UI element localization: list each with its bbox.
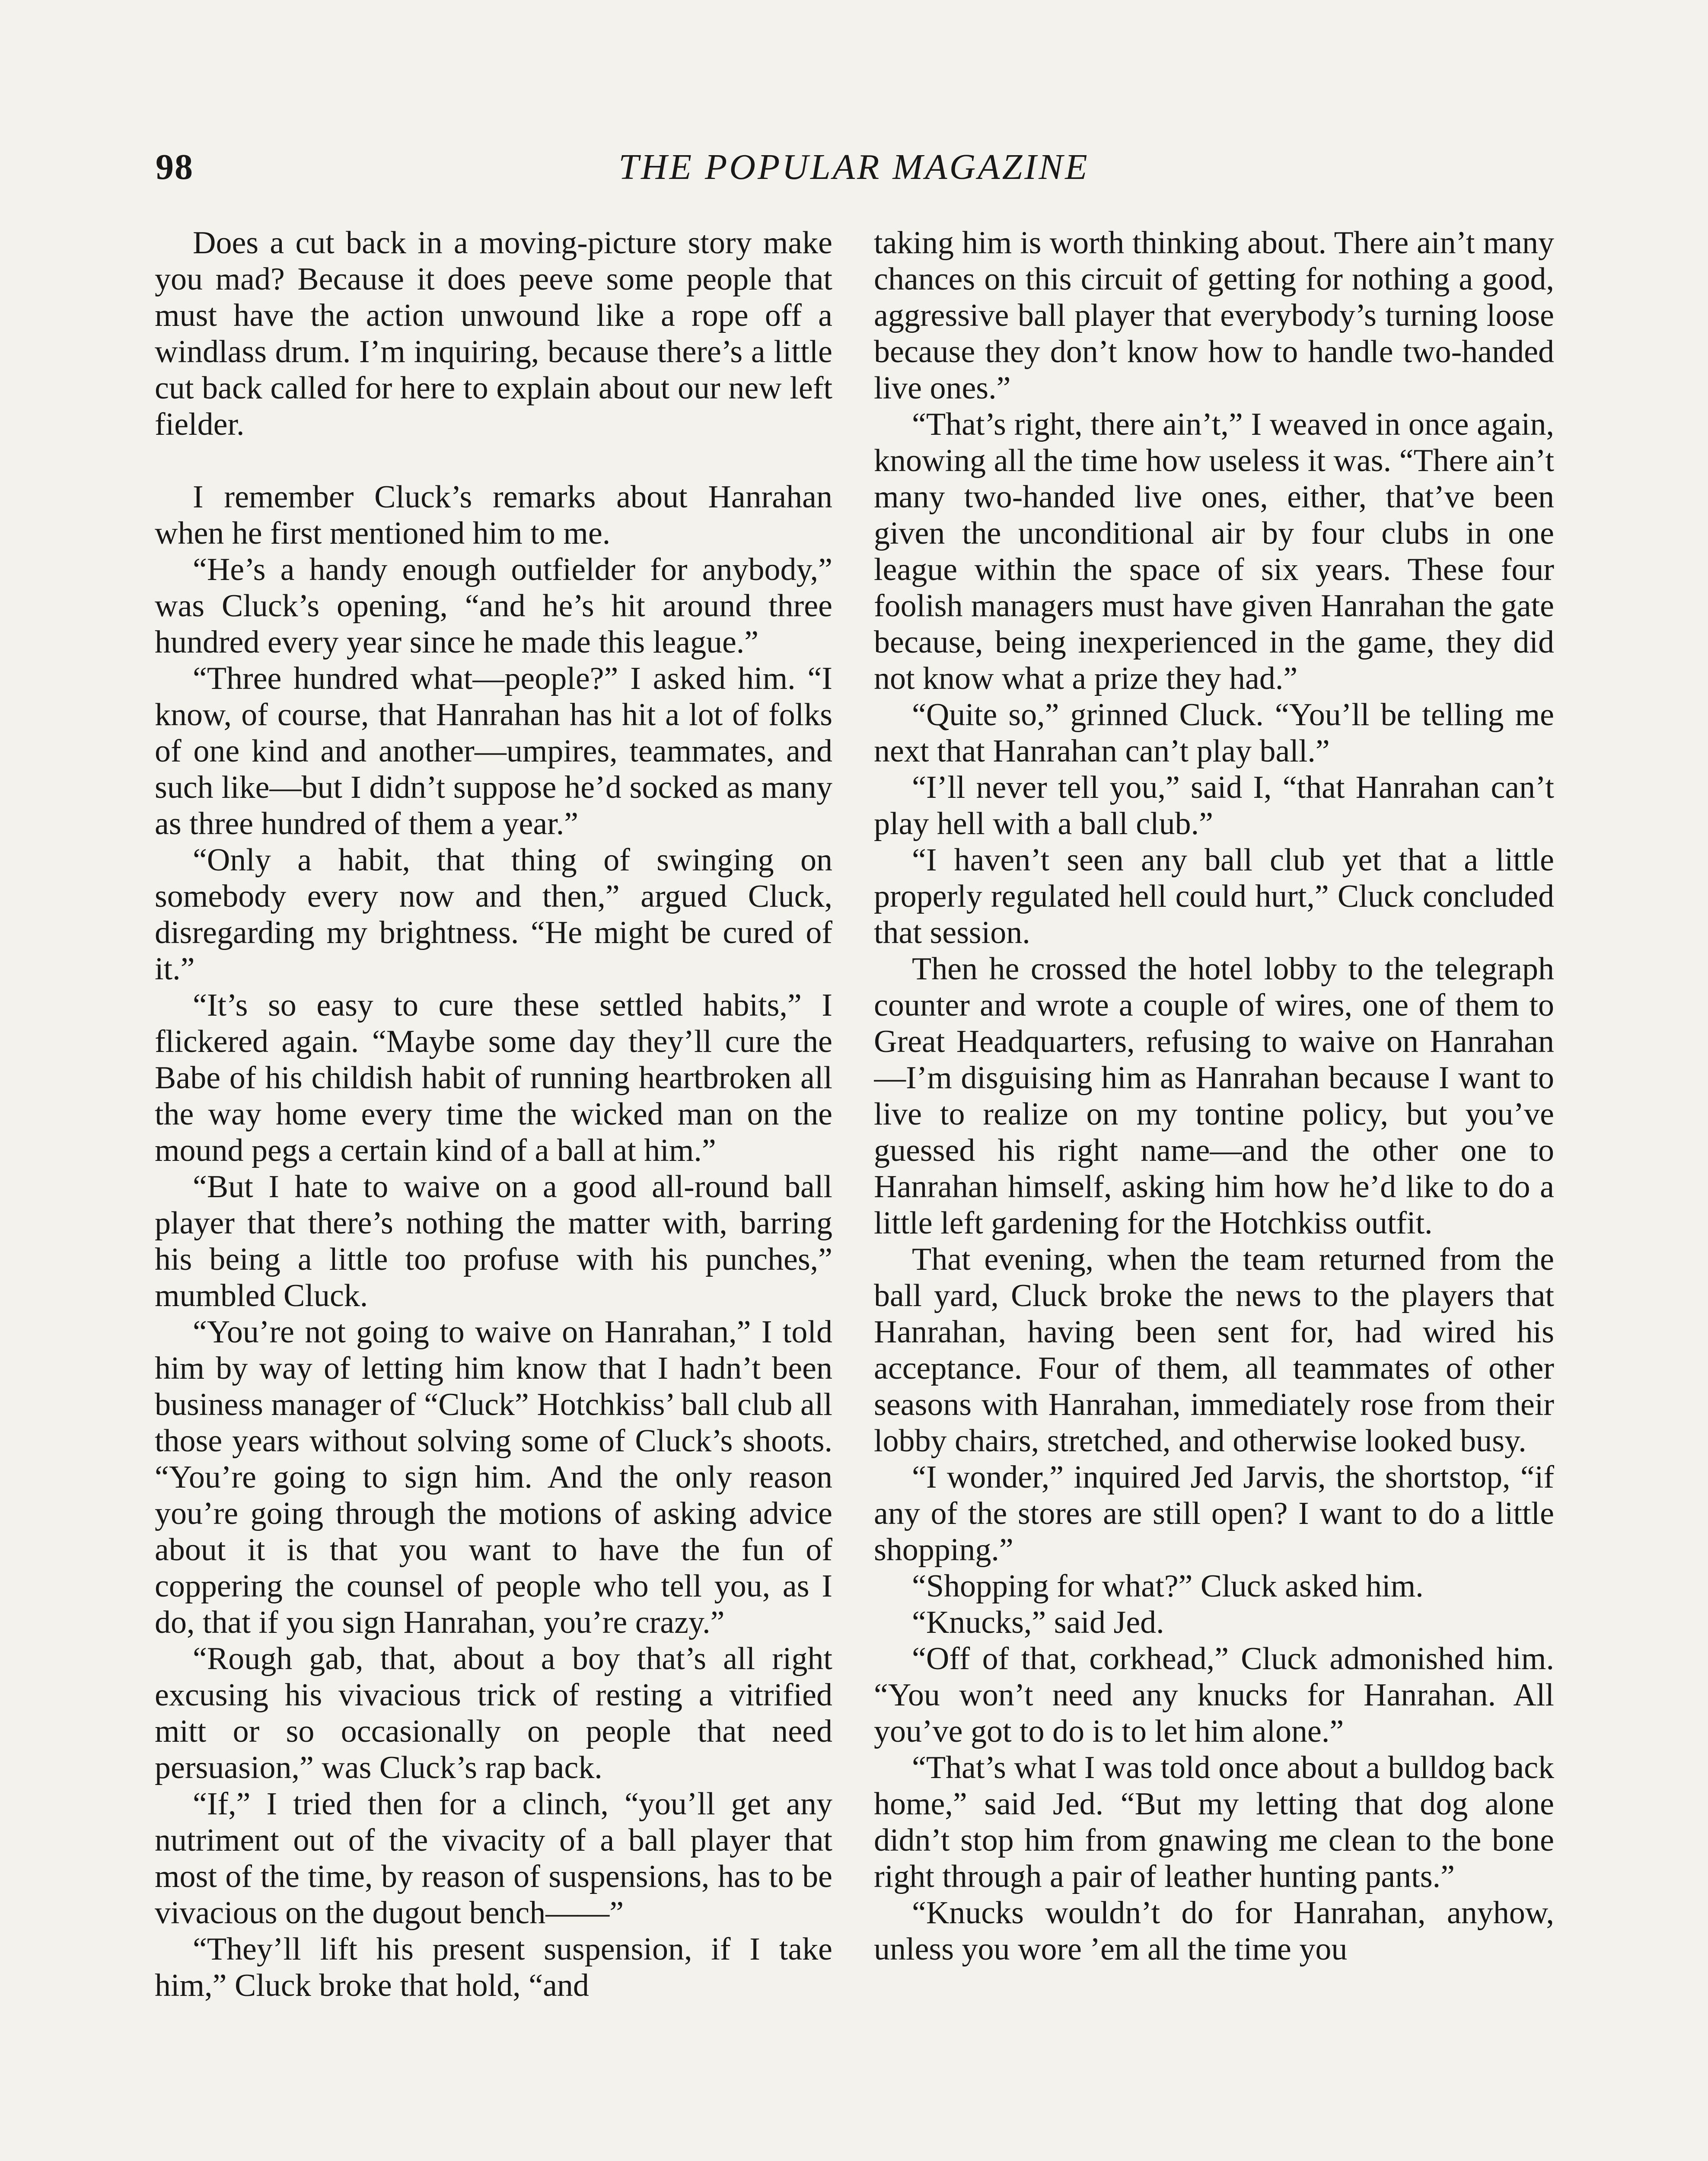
paragraph: “Off of that, corkhead,” Cluck admonished him. “You won’t need any knucks for Hanrahan. All you’ve got to do is to let him alone.” (874, 1641, 1554, 1749)
paragraph: I remember Cluck’s remarks about Hanrahan when he first mentioned him to me. (155, 479, 832, 551)
paragraph: “I wonder,” inquired Jed Jarvis, the shortstop, “if any of the stores are still open? I want to do a little shopping.” (874, 1460, 1554, 1568)
paragraph: “If,” I tried then for a clinch, “you’ll get any nutriment out of the vivacity of a ball player that most of the time, by reason of suspensions, has to be vivacious on the dugout bench——” (155, 1786, 832, 1931)
paragraph: “Only a habit, that thing of swinging on somebody every now and then,” argued Cluck, disregarding my brightness. “He might be cured of it.” (155, 842, 832, 987)
paragraph: “That’s what I was told once about a bulldog back home,” said Jed. “But my letting that dog alone didn’t stop him from gnawing me clean to the bone right through a pair of leather hunting pants.” (874, 1750, 1554, 1894)
paragraph: Then he crossed the hotel lobby to the telegraph counter and wrote a couple of wires, one of them to Great Headquarters, refusing to waive on Hanrahan—I’m disguising him as Hanrahan because I want to live to realize on my tontine policy, but you’ve guessed his right name—and the other one to Hanrahan himself, asking him how he’d like to do a little left gardening for the Hotchkiss outfit. (874, 951, 1554, 1241)
paragraph: “But I hate to waive on a good all-round ball player that there’s nothing the matter with, barring his being a little too profuse with his punches,” mumbled Cluck. (155, 1169, 832, 1313)
paragraph: “Shopping for what?” Cluck asked him. (912, 1568, 1424, 1604)
paragraph: “You’re not going to waive on Hanrahan,” I told him by way of letting him know that I hadn’t been business manager of “Cluck” Hotchkiss’ ball club all those years without solving some of Cluck’s shoots. “You’re going to sign him. And the only reason you’re going through the motions of asking advice about it is that you want to have the fun of coppering the counsel of people who tell you, as I do, that if you sign Hanrahan, you’re crazy.” (155, 1314, 832, 1640)
running-head: THE POPULAR MAGAZINE (618, 147, 1090, 187)
paragraph: “Quite so,” grinned Cluck. “You’ll be telling me next that Hanrahan can’t play ball.” (874, 697, 1554, 769)
paragraph: “Three hundred what—people?” I asked him. “I know, of course, that Hanrahan has hit a lot of folks of one kind and another—umpires, teammates, and such like—but I didn’t suppose he’d socked as many as three hundred of them a year.” (155, 661, 832, 841)
paragraph: “He’s a handy enough outfielder for anybody,” was Cluck’s opening, “and he’s hit around three hundred every year since he made this league.” (155, 552, 832, 660)
right-column (874, 225, 1554, 2161)
paragraph: “That’s right, there ain’t,” I weaved in once again, knowing all the time how useless it was. “There ain’t many two-handed live ones, either, that’ve been given the unconditional air by four clubs in one league within the space of six years. These four foolish managers must have given Hanrahan the gate because, being inexperienced in the game, they did not know what a prize they had.” (874, 407, 1554, 696)
paragraph: “It’s so easy to cure these settled habits,” I flickered again. “Maybe some day they’ll cure the Babe of his childish habit of running heartbroken all the way home every time the wicked man on the mound pegs a certain kind of a ball at him.” (155, 988, 832, 1168)
paragraph: taking him is worth thinking about. There ain’t many chances on this circuit of getting for nothing a good, aggressive ball player that everybody’s turning loose because they don’t know how to handle two-handed live ones.” (874, 225, 1554, 406)
left-column (155, 225, 832, 2161)
page-number: 98 (156, 147, 194, 187)
paragraph: “I haven’t seen any ball club yet that a little properly regulated hell could hurt,” Cluck concluded that session. (874, 842, 1554, 950)
paragraph: “Knucks,” said Jed. (912, 1605, 1164, 1640)
paragraph: Does a cut back in a moving-picture story make you mad? Because it does peeve some people that must have the action unwound like a rope off a windlass drum. I’m inquiring, because there’s a little cut back called for here to explain about our new left fielder. (155, 225, 832, 442)
paragraph: That evening, when the team returned from the ball yard, Cluck broke the news to the players that Hanrahan, having been sent for, had wired his acceptance. Four of them, all teammates of other seasons with Hanrahan, immediately rose from their lobby chairs, stretched, and otherwise looked busy. (874, 1242, 1554, 1459)
paragraph: “They’ll lift his present suspension, if I take him,” Cluck broke that hold, “and (155, 1932, 832, 2003)
paragraph: “Knucks wouldn’t do for Hanrahan, anyhow, unless you wore ’em all the time you (874, 1895, 1554, 1967)
paragraph: “Rough gab, that, about a boy that’s all right excusing his vivacious trick of resting a vitrified mitt or so occasionally on people that need persuasion,” was Cluck’s rap back. (155, 1641, 832, 1785)
paragraph: “I’ll never tell you,” said I, “that Hanrahan can’t play hell with a ball club.” (874, 770, 1554, 841)
